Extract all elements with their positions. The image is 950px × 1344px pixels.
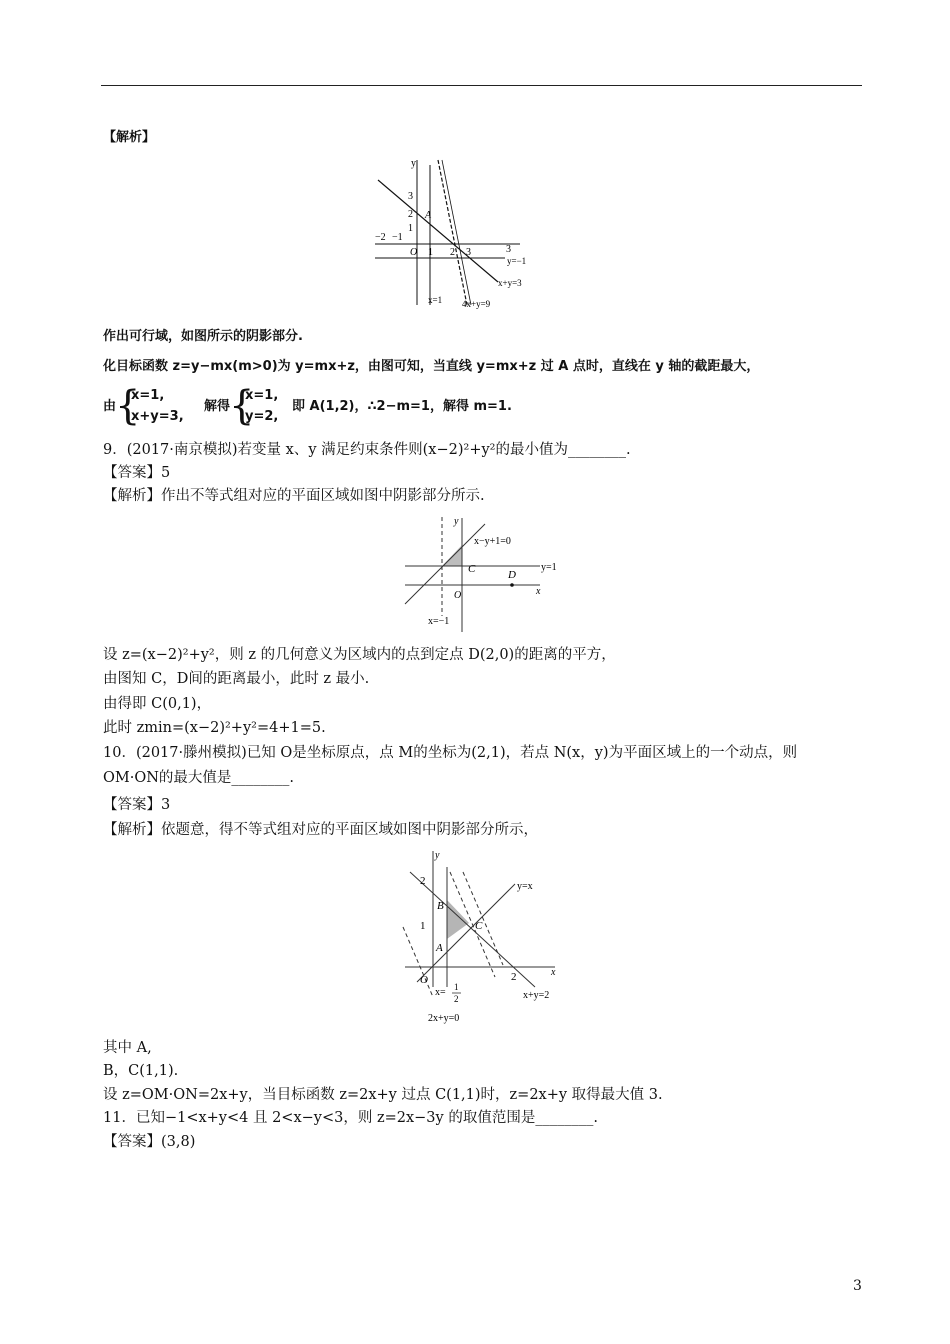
fig8-tick-xr3: 3 — [506, 244, 511, 255]
fig8-tick-3: 3 — [408, 191, 413, 202]
s8-brace-2: { — [229, 383, 255, 429]
s8-sys2-a: x=1, — [245, 388, 279, 403]
fig10-label-2xy0: 2x+y=0 — [428, 1013, 460, 1024]
fig9-point-C: C — [468, 563, 476, 575]
fig9-y-label: y — [454, 516, 459, 527]
fig8-tick-neg2: −2 — [375, 232, 386, 243]
q9-line3: 由得即 C(0,1)， — [103, 696, 212, 712]
fig8-origin: O — [410, 247, 418, 258]
fig8-label-x1: x=1 — [428, 295, 443, 305]
q10-line2: B，C(1,1). — [103, 1063, 179, 1079]
fig10-label-yx: y=x — [517, 881, 533, 892]
fig9-label-y1: y=1 — [541, 562, 557, 573]
fig8-point-A: A — [425, 210, 432, 221]
q10-line1: 其中 A, — [103, 1040, 152, 1056]
fig8-tick-neg1: −1 — [392, 232, 403, 243]
fig10-tick-1: 1 — [420, 920, 426, 932]
s8-line1: 作出可行域，如图所示的阴影部分. — [103, 329, 303, 344]
q10-analysis: 【解析】依题意，得不等式组对应的平面区域如图中阴影部分所示， — [103, 822, 538, 838]
fig8-tick-x2: 2 — [450, 247, 455, 258]
fig8-tick-1: 1 — [408, 223, 413, 234]
s8-sys2-b: y=2, — [245, 409, 279, 424]
fig9-origin: O — [454, 590, 462, 601]
q11-question: 11．已知−1<x+y<4 且 2<x−y<3，则 z=2x−3y 的取值范围是________. — [103, 1110, 598, 1126]
q9-question: 9．(2017·南京模拟)若变量 x、y 满足约束条件则(x−2)²+y²的最小值为________. — [103, 442, 631, 458]
figure-10-region — [395, 847, 570, 1027]
fig8-tick-2: 2 — [408, 209, 413, 220]
q10-answer: 【答案】3 — [103, 797, 171, 813]
q9-line1: 设 z=(x−2)²+y²，则 z 的几何意义为区域内的点到定点 D(2,0)的距离的平方， — [103, 647, 616, 663]
s8-sys-prefix: 由 — [103, 399, 117, 414]
fig9-x-label: x — [536, 586, 541, 597]
fig10-y-label: y — [435, 850, 440, 861]
q11-answer: 【答案】(3,8) — [103, 1134, 196, 1150]
q9-line2: 由图知 C，D间的距离最小，此时 z 最小. — [103, 671, 370, 687]
fig9-label-xm1: x=−1 — [428, 616, 450, 627]
figure-9-region — [400, 512, 565, 636]
fig8-tick-x1: 1 — [428, 247, 433, 258]
fig10-origin: O — [420, 974, 428, 986]
fig10-half-den: 2 — [454, 994, 459, 1004]
s8-line2: 化目标函数 z=y−mx(m>0)为 y=mx+z，由图可知，当直线 y=mx+z 过 A 点时，直线在 y 轴的截距最大， — [103, 359, 760, 374]
q9-analysis: 【解析】作出不等式组对应的平面区域如图中阴影部分所示. — [103, 488, 485, 504]
fig9-point-D: D — [508, 569, 516, 581]
s8-sys1-a: x=1, — [131, 388, 165, 403]
fig10-point-C: C — [475, 920, 483, 932]
figure-8-feasible-region — [370, 155, 540, 310]
fig8-label-4xy9: 4x+y=9 — [462, 299, 491, 309]
fig9-line-label: x−y+1=0 — [474, 536, 511, 547]
q10-line3: 设 z=OM·ON=2x+y，当目标函数 z=2x+y 过点 C(1,1)时，z=2x+y 取得最大值 3. — [103, 1087, 663, 1103]
fig10-label-xhalf: x= — [435, 987, 446, 998]
q9-line4: 此时 zmin=(x−2)²+y²=4+1=5. — [103, 720, 326, 736]
analysis-heading: 【解析】 — [103, 130, 156, 145]
fig8-y-label: y — [411, 158, 416, 169]
page-number: 3 — [853, 1278, 862, 1294]
fig8-label-xy3: x+y=3 — [498, 278, 522, 288]
s8-brace-1: { — [115, 383, 141, 429]
s8-sys1-b: x+y=3, — [131, 409, 184, 424]
fig10-tick-x2: 2 — [511, 971, 517, 983]
fig10-tick-2: 2 — [420, 875, 426, 887]
s8-sys-tail: 即 A(1,2)，∴2−m=1，解得 m=1. — [292, 399, 512, 414]
fig8-label-ym1: y=−1 — [507, 256, 527, 266]
header-rule — [101, 85, 862, 86]
fig10-label-xy2: x+y=2 — [523, 990, 550, 1001]
q10-question-2: OM·ON的最大值是________. — [103, 770, 295, 786]
fig10-point-A: A — [436, 942, 443, 954]
fig10-point-B: B — [437, 900, 444, 912]
fig10-x-label: x — [551, 967, 556, 978]
q10-question-1: 10．(2017·滕州模拟)已知 O是坐标原点，点 M的坐标为(2,1)，若点 N(x，y)为平面区域上的一个动点，则 — [103, 745, 798, 761]
q9-answer: 【答案】5 — [103, 465, 171, 481]
fig10-half-num: 1 — [454, 982, 459, 992]
fig8-tick-x3: 3 — [466, 247, 471, 258]
s8-sys-mid: 解得 — [204, 399, 231, 414]
